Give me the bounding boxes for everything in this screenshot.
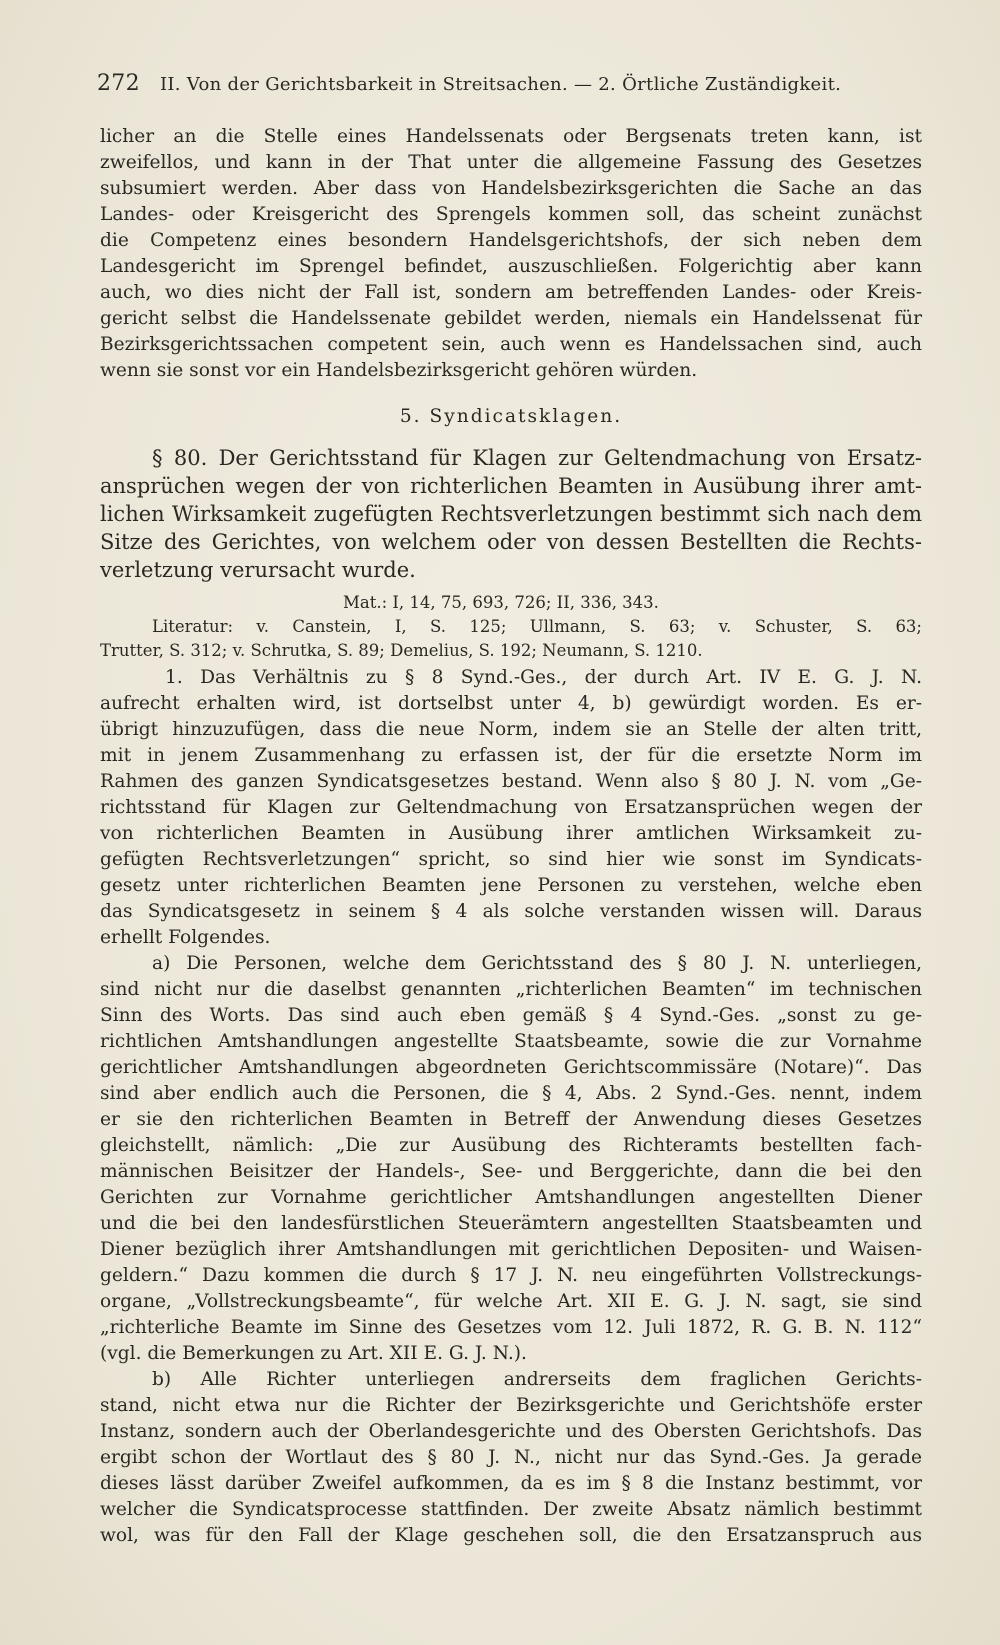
text-line: Sinn des Worts. Das sind auch eben gemäß § 4 Synd.-Ges. „sonst zu ge-: [100, 1005, 922, 1026]
statute-line: Sitze des Gerichtes, von welchem oder von dessen Bestellten die Rechts-: [100, 530, 922, 554]
text-line: sind aber endlich auch die Personen, die § 4, Abs. 2 Synd.-Ges. nennt, indem: [100, 1083, 922, 1104]
text-line: Gerichten zur Vornahme gerichtlicher Amtshandlungen angestellten Diener: [100, 1187, 922, 1208]
text-line: und die bei den landesfürstlichen Steuerämtern angestellten Staatsbeamten und: [100, 1213, 922, 1234]
text-line: Diener bezüglich ihrer Amtshandlungen mit gerichtlichen Depositen- und Waisen-: [100, 1239, 922, 1260]
text-line: ergibt schon der Wortlaut des § 80 J. N., nicht nur das Synd.-Ges. Ja gerade: [100, 1447, 922, 1468]
text-line: „richterliche Beamte im Sinne des Gesetzes vom 12. Juli 1872, R. G. B. N. 112“: [100, 1317, 922, 1338]
text-line: gefügten Rechtsverletzungen“ spricht, so sind hier wie sonst im Syndicats-: [100, 849, 922, 870]
text-line: er sie den richterlichen Beamten in Betreff der Anwendung dieses Gesetzes: [100, 1109, 922, 1130]
text-line: (vgl. die Bemerkungen zu Art. XII E. G. J. N.).: [100, 1343, 527, 1364]
text-line: b) Alle Richter unterliegen andrerseits dem fraglichen Gerichts-: [152, 1369, 922, 1390]
statute-line: verletzung verursacht wurde.: [100, 558, 416, 582]
statute-line: lichen Wirksamkeit zugefügten Rechtsverletzungen bestimmt sich nach dem: [100, 502, 922, 526]
text-line: aufrecht erhalten wird, ist dortselbst unter 4, b) gewürdigt worden. Es er-: [100, 693, 922, 714]
text-line: richtlichen Amtshandlungen angestellte Staatsbeamte, sowie die zur Vornahme: [100, 1031, 922, 1052]
literature-line: Trutter, S. 312; v. Schrutka, S. 89; Demelius, S. 192; Neumann, S. 1210.: [100, 641, 703, 660]
text-line: sind nicht nur die daselbst genannten „richterlichen Beamten“ im technischen: [100, 979, 922, 1000]
text-line: das Syndicatsgesetz in seinem § 4 als solche verstanden wissen will. Daraus: [100, 901, 922, 922]
text-line: mit in jenem Zusammenhang zu erfassen ist, der für die ersetzte Norm im: [100, 745, 922, 766]
statute-line: § 80. Der Gerichtsstand für Klagen zur Geltendmachung von Ersatz-: [152, 446, 922, 470]
text-line: gericht selbst die Handelssenate gebildet werden, niemals ein Handelssenat für: [100, 308, 922, 329]
text-line: zweifellos, und kann in der That unter die allgemeine Fassung des Gesetzes: [100, 152, 922, 173]
text-line: geldern.“ Dazu kommen die durch § 17 J. N. neu eingeführten Vollstreckungs-: [100, 1265, 922, 1286]
text-line: dieses lässt darüber Zweifel aufkommen, da es im § 8 die Instanz bestimmt, vor: [100, 1473, 922, 1494]
running-title: II. Von der Gerichtsbarkeit in Streitsachen. — 2. Örtliche Zuständigkeit.: [159, 74, 842, 95]
text-line: gerichtlicher Amtshandlungen abgeordneten Gerichtscommissäre (Notare)“. Das: [100, 1057, 922, 1078]
text-line: Landes- oder Kreisgericht des Sprengels kommen soll, das scheint zunächst: [100, 204, 922, 225]
text-line: wol, was für den Fall der Klage geschehen soll, die den Ersatzanspruch aus: [100, 1525, 922, 1546]
statute-line: ansprüchen wegen der von richterlichen Beamten in Ausübung ihrer amt-: [100, 474, 922, 498]
text-line: welcher die Syndicatsprocesse stattfinden. Der zweite Absatz nämlich bestimmt: [100, 1499, 922, 1520]
text-line: Bezirksgerichtssachen competent sein, auch wenn es Handelssachen sind, auch: [100, 334, 922, 355]
materials-line: Mat.: I, 14, 75, 693, 726; II, 336, 343.: [343, 593, 659, 612]
literature-line: Literatur: v. Canstein, I, S. 125; Ullmann, S. 63; v. Schuster, S. 63;: [152, 617, 922, 636]
text-line: a) Die Personen, welche dem Gerichtsstand des § 80 J. N. unterliegen,: [152, 953, 922, 974]
text-line: subsumiert werden. Aber dass von Handelsbezirksgerichten die Sache an das: [100, 178, 922, 199]
text-line: gleichstellt, nämlich: „Die zur Ausübung des Richteramts bestellten fach-: [100, 1135, 922, 1156]
text-line: Landesgericht im Sprengel befindet, auszuschließen. Folgerichtig aber kann: [100, 256, 922, 277]
text-line: wenn sie sonst vor ein Handelsbezirksgericht gehören würden.: [100, 360, 698, 381]
text-line: die Competenz eines besondern Handelsgerichtshofs, der sich neben dem: [100, 230, 922, 251]
text-line: übrigt hinzuzufügen, dass die neue Norm, indem sie an Stelle der alten tritt,: [100, 719, 922, 740]
section-heading: 5. Syndicatsklagen.: [399, 406, 623, 427]
text-line: organe, „Vollstreckungsbeamte“, für welche Art. XII E. G. J. N. sagt, sie sind: [100, 1291, 922, 1312]
text-line: Rahmen des ganzen Syndicatsgesetzes bestand. Wenn also § 80 J. N. vom „Ge-: [100, 771, 922, 792]
text-line: Instanz, sondern auch der Oberlandesgerichte und des Obersten Gerichtshofs. Das: [100, 1421, 922, 1442]
text-line: 1. Das Verhältnis zu § 8 Synd.-Ges., der durch Art. IV E. G. J. N.: [165, 667, 922, 688]
page-number: 272: [97, 71, 140, 96]
text-line: männischen Beisitzer der Handels-, See- und Berggerichte, dann die bei den: [100, 1161, 922, 1182]
text-line: richtsstand für Klagen zur Geltendmachung von Ersatzansprüchen wegen der: [100, 797, 922, 818]
text-line: gesetz unter richterlichen Beamten jene Personen zu verstehen, welche eben: [100, 875, 922, 896]
text-line: erhellt Folgendes.: [100, 927, 271, 948]
text-line: licher an die Stelle eines Handelssenats oder Bergsenats treten kann, ist: [100, 126, 922, 147]
text-line: auch, wo dies nicht der Fall ist, sondern am betreffenden Landes- oder Kreis-: [100, 282, 922, 303]
text-line: von richterlichen Beamten in Ausübung ihrer amtlichen Wirksamkeit zu-: [100, 823, 922, 844]
text-line: stand, nicht etwa nur die Richter der Bezirksgerichte und Gerichtshöfe erster: [100, 1395, 922, 1416]
